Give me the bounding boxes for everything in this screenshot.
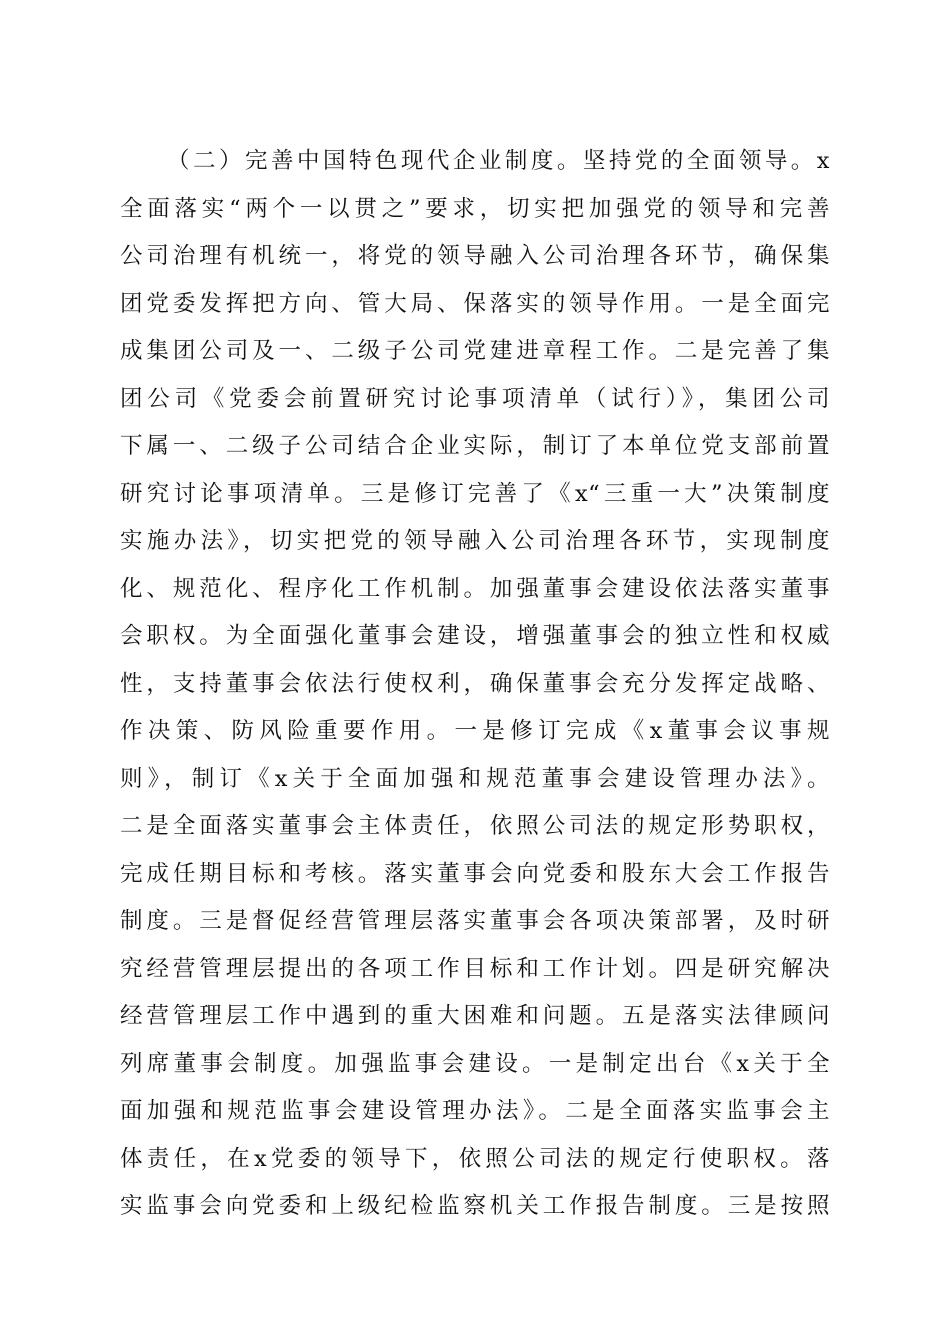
- text-line: 会职权。为全面强化董事会建设，增强董事会的独立性和权威: [120, 623, 830, 649]
- text-line: （二）完善中国特色现代企业制度。坚持党的全面领导。x: [167, 148, 830, 174]
- text-line: 经营管理层工作中遇到的重大困难和问题。五是落实法律顾问: [120, 1003, 830, 1029]
- text-line: 研究讨论事项清单。三是修订完善了《x“三重一大”决策制度: [120, 480, 830, 507]
- text-line: 完成任期目标和考核。落实董事会向党委和股东大会工作报告: [120, 860, 830, 887]
- text-line: 全面落实“两个一以贯之”要求，切实把加强党的领导和完善: [120, 195, 830, 222]
- text-line: 则》，制订《x关于全面加强和规范董事会建设管理办法》。: [120, 765, 830, 792]
- text-line: 团党委发挥把方向、管大局、保落实的领导作用。一是全面完: [120, 290, 830, 317]
- text-line: 团公司《党委会前置研究讨论事项清单（试行）》，集团公司: [120, 385, 830, 412]
- text-line: 下属一、二级子公司结合企业实际，制订了本单位党支部前置: [120, 433, 830, 459]
- text-line: 成集团公司及一、二级子公司党建进章程工作。二是完善了集: [120, 338, 830, 364]
- text-line: 究经营管理层提出的各项工作目标和工作计划。四是研究解决: [120, 955, 830, 982]
- text-line: 实监事会向党委和上级纪检监察机关工作报告制度。三是按照: [120, 1193, 830, 1219]
- text-line: 体责任，在x党委的领导下，依照公司法的规定行使职权。落: [120, 1145, 830, 1172]
- text-line: 实施办法》，切实把党的领导融入公司治理各环节，实现制度: [120, 528, 830, 554]
- text-line: 列席董事会制度。加强监事会建设。一是制定出台《x关于全: [120, 1050, 830, 1077]
- text-line: 作决策、防风险重要作用。一是修订完成《x董事会议事规: [120, 718, 830, 744]
- text-line: 制度。三是督促经营管理层落实董事会各项决策部署，及时研: [120, 908, 830, 934]
- text-line: 化、规范化、程序化工作机制。加强董事会建设依法落实董事: [120, 575, 830, 602]
- text-line: 公司治理有机统一，将党的领导融入公司治理各环节，确保集: [120, 243, 830, 269]
- text-line: 面加强和规范监事会建设管理办法》。二是全面落实监事会主: [120, 1098, 830, 1124]
- text-line: 性，支持董事会依法行使权利，确保董事会充分发挥定战略、: [120, 670, 830, 697]
- body-paragraph: [120, 138, 830, 1231]
- text-line: 二是全面落实董事会主体责任，依照公司法的规定形势职权，: [120, 813, 830, 839]
